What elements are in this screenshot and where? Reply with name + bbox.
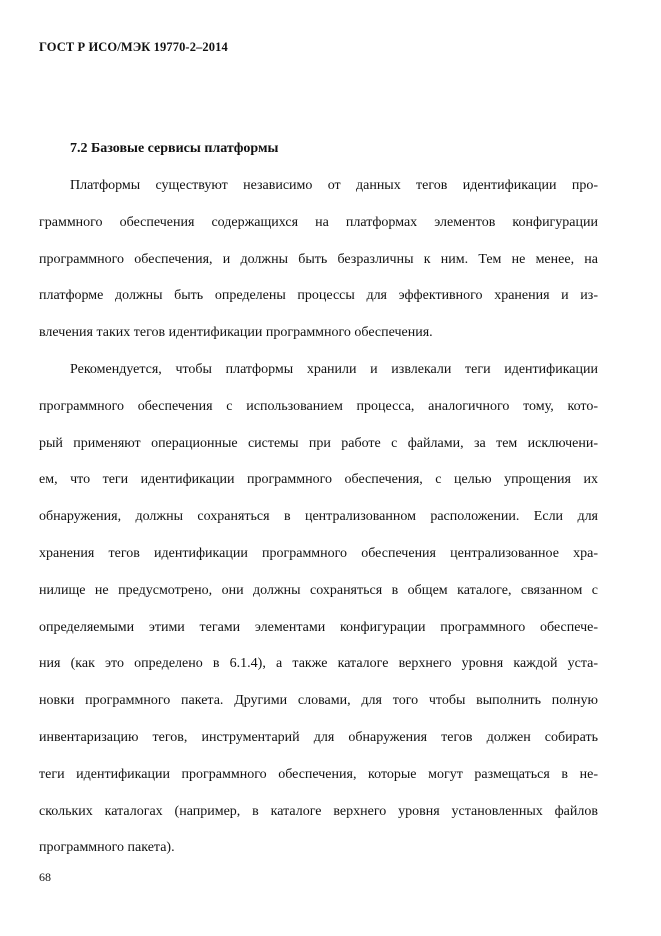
text-line: скольких каталогах (например, в каталоге верхнего уровня установленных файлов xyxy=(39,803,598,819)
paragraph-2 xyxy=(39,352,598,867)
body-text xyxy=(39,168,598,867)
text-line: теги идентификации программного обеспечения, которые могут размещаться в не- xyxy=(39,766,598,782)
text-line: программного пакета). xyxy=(39,840,175,856)
text-line: Платформы существуют независимо от данных тегов идентификации про- xyxy=(70,178,598,193)
text-line: ния (как это определено в 6.1.4), а также каталоге верхнего уровня каждой уста- xyxy=(39,656,598,672)
document-header: ГОСТ Р ИСО/МЭК 19770-2–2014 xyxy=(39,40,228,54)
text-line: Рекомендуется, чтобы платформы хранили и извлекали теги идентификации xyxy=(70,361,598,377)
text-line: ем, что теги идентификации программного обеспечения, с целью упрощения их xyxy=(39,472,598,488)
paragraph-1 xyxy=(39,168,598,352)
section-title: 7.2 Базовые сервисы платформы xyxy=(70,141,279,156)
text-line: граммного обеспечения содержащихся на платформах элементов конфигурации xyxy=(39,214,598,230)
text-line: влечения таких тегов идентификации программного обеспечения. xyxy=(39,325,433,341)
text-line: платформе должны быть определены процессы для эффективного хранения и из- xyxy=(39,288,598,304)
text-line: новки программного пакета. Другими словами, для того чтобы выполнить полную xyxy=(39,693,598,709)
text-line: рый применяют операционные системы при работе с файлами, за тем исключени- xyxy=(39,435,598,451)
text-line: обнаружения, должны сохраняться в централизованном расположении. Если для xyxy=(39,509,598,525)
text-line: программного обеспечения с использованием процесса, аналогичного тому, кото- xyxy=(39,398,598,414)
text-line: определяемыми этими тегами элементами конфигурации программного обеспече- xyxy=(39,619,598,635)
text-line: программного обеспечения, и должны быть безразличны к ним. Тем не менее, на xyxy=(39,251,598,267)
text-line: инвентаризацию тегов, инструментарий для обнаружения тегов должен собирать xyxy=(39,729,598,745)
text-line: хранения тегов идентификации программного обеспечения централизованное хра- xyxy=(39,545,598,561)
text-line: нилище не предусмотрено, они должны сохраняться в общем каталоге, связанном с xyxy=(39,582,598,598)
page-number: 68 xyxy=(39,870,51,884)
